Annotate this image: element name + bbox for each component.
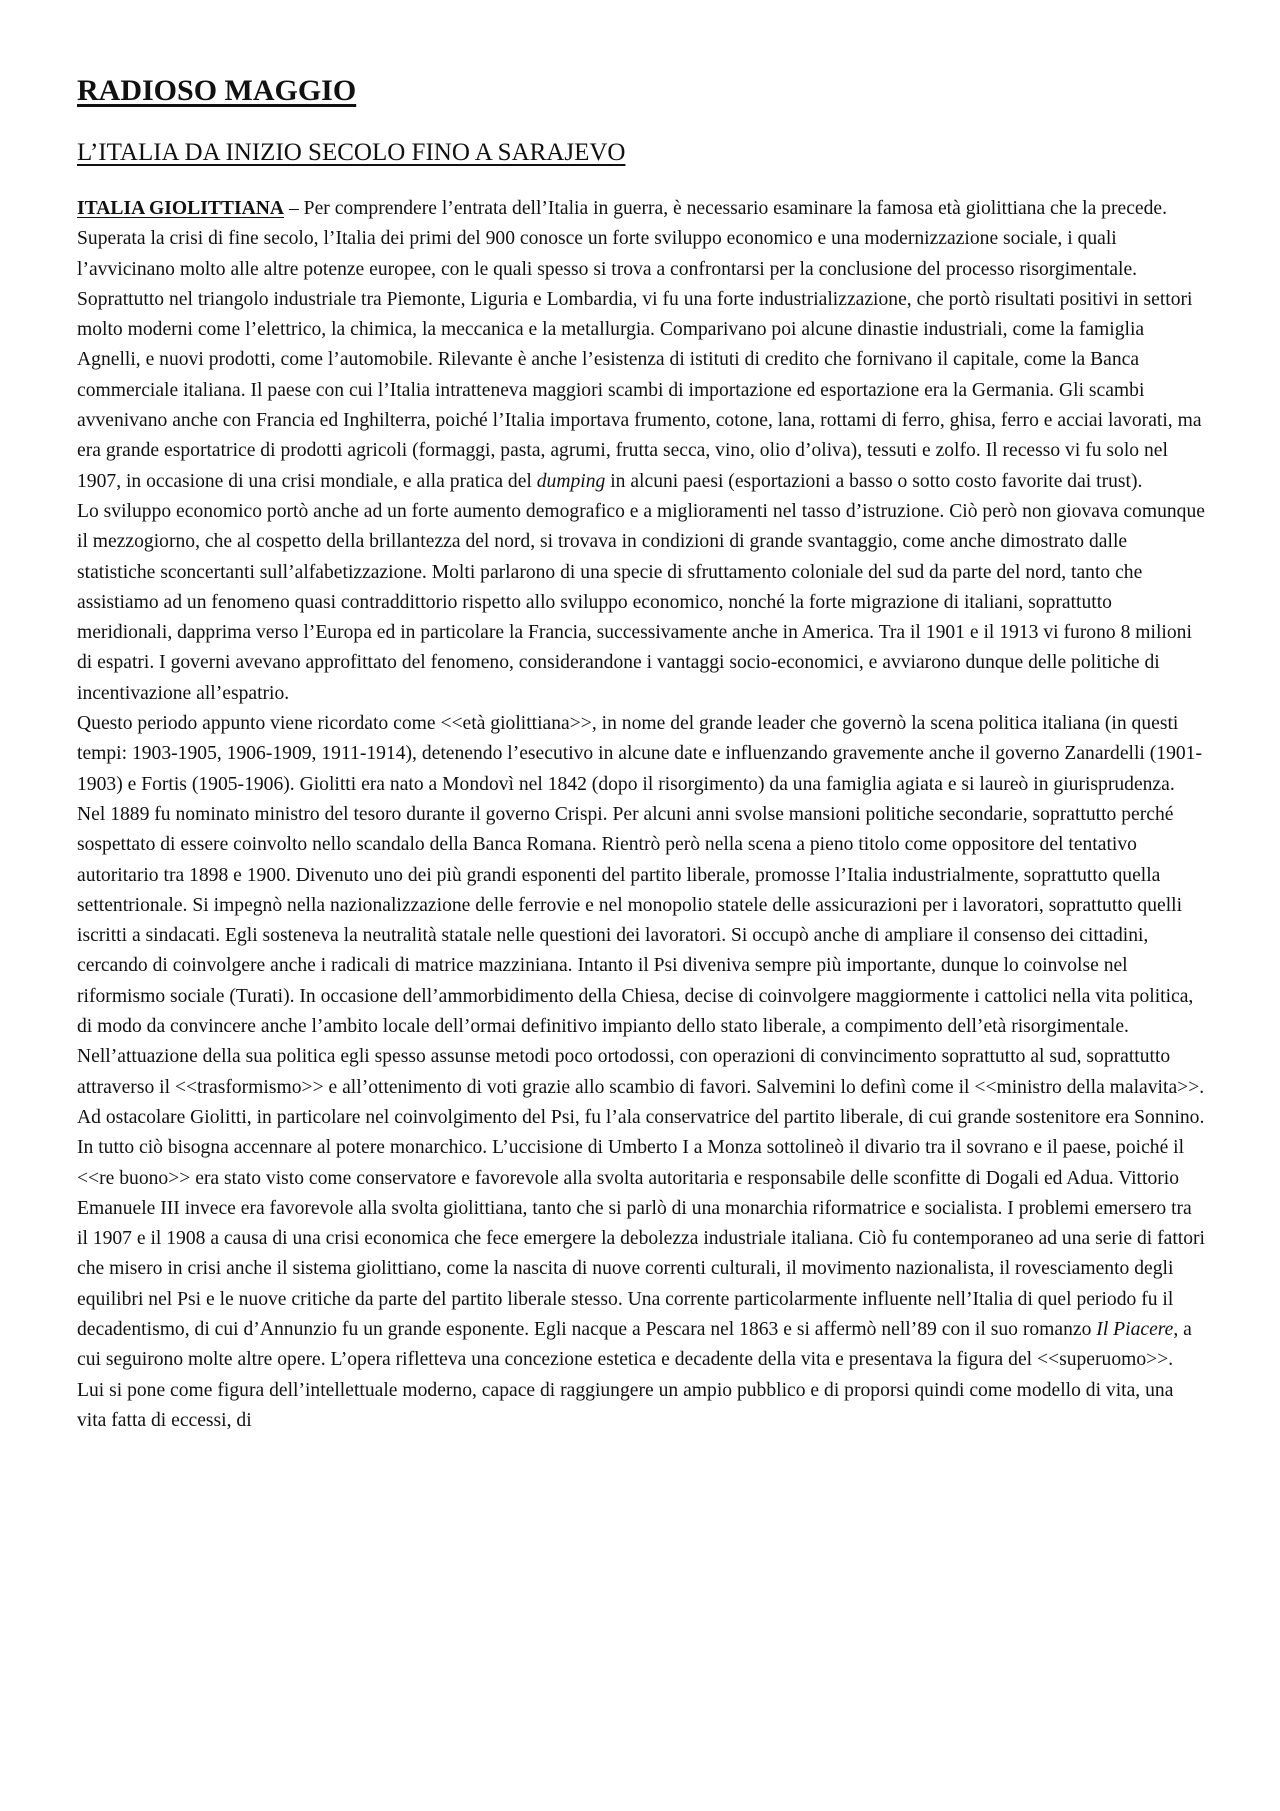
paragraph-1: [77, 194, 1205, 285]
paragraph-4: Questo periodo appunto viene ricordato come <<età giolittiana>>, in nome del grande leader che governò la scena politica italiana (in questi tempi: 1903-1905, 1906-1909, 1911-1914), detenendo l’esecutivo in alcune date e influenzando gravemente anche il governo Zanardelli (1901-1903) e Fortis (1905-1906). Giolitti era nato a Mondovì nel 1842 (dopo il risorgimento) da una famiglia agiata e si laureò in giurisprudenza. Nel 1889 fu nominato ministro del tesoro durante il governo Crispi. Per alcuni anni svolse mansioni politiche secondarie, soprattutto perché sospettato di essere coinvolto nello scandalo della Banca Romana. Rientrò però nella scena a pieno titolo come oppositore del tentativo autoritario tra 1898 e 1900. Divenuto uno dei più grandi esponenti del partito liberale, promosse l’Italia industrialmente, soprattutto quella settentrionale. Si impegnò nella nazionalizzazione delle ferrovie e nel monopolio statele delle assicurazioni per i lavoratori, soprattutto quelli iscritti a sindacati. Egli sosteneva la neutralità statale nelle questioni dei lavoratori. Si occupò anche di ampliare il consenso dei cittadini, cercando di coinvolgere anche i radicali di matrice mazziniana. Intanto il Psi diveniva sempre più importante, dunque lo coinvolse nel riformismo sociale (Turati). In occasione dell’ammorbidimento della Chiesa, decise di coinvolgere maggiormente i cattolici nella vita politica, di modo da convincere anche l’ambito locale dell’ormai definitivo impianto dello stato liberale, a compimento dell’età risorgimentale.: [77, 713, 1203, 1038]
paragraph-5-text-b: , a cui seguirono molte altre opere. L’opera rifletteva una concezione estetica e decadente della vita e presentava la figura del <<superuomo>>. Lui si pone come figura dell’intellettuale moderno, capace di raggiungere un ampio pubblico e di proporsi quindi come modello di vita, una vita fatta di eccessi, di: [77, 1318, 1192, 1431]
paragraph-1-text: – Per comprendere l’entrata dell’Italia in guerra, è necessario esaminare la famosa età giolittiana che la precede. Superata la crisi di fine secolo, l’Italia dei primi del 900 conosce un forte sviluppo economico e una modernizzazione sociale, i quali l’avvicinano molto alle altre potenze europee, con le quali spesso si trova a confrontarsi per la conclusione del processo risorgimentale.: [77, 198, 1167, 280]
page-title: RADIOSO MAGGIO: [77, 74, 357, 107]
paragraph-2-text-b: in alcuni paesi (esportazioni a basso o sotto costo favorite dai trust).: [605, 470, 1143, 492]
paragraph-2: [77, 285, 1205, 497]
paragraph-5-text-a: Nell’attuazione della sua politica egli spesso assunse metodi poco ortodossi, con operazioni di convincimento soprattutto al sud, soprattutto attraverso il <<trasformismo>> e all’ottenimento di voti grazie allo scambio di favori. Salvemini lo definì come il <<ministro della malavita>>. Ad ostacolare Giolitti, in particolare nel coinvolgimento del Psi, fu l’ala conservatrice del partito liberale, di cui grande sostenitore era Sonnino. In tutto ciò bisogna accennare al potere monarchico. L’uccisione di Umberto I a Monza sottolineò il divario tra il sovrano e il paese, poiché il <<re buono>> era stato visto come conservatore e favorevole alla svolta autoritaria e responsabile delle sconfitte di Dogali ed Adua. Vittorio Emanuele III invece era favorevole alla svolta giolittiana, tanto che si parlò di una monarchia riformatrice e socialista. I problemi emersero tra il 1907 e il 1908 a causa di una crisi economica che fece emergere la debolezza industriale italiana. Ciò fu contemporaneo ad una serie di fattori che misero in crisi anche il sistema giolittiano, come la nascita di nuove correnti culturali, il movimento nazionalista, il rovesciamento degli equilibri nel Psi e le nuove critiche da parte del partito liberale stesso. Una corrente particolarmente influente nell’Italia di quel periodo fu il decadentismo, di cui d’Annunzio fu un grande esponente. Egli nacque a Pescara nel 1863 e si affermò nell’89 con il suo romanzo: [77, 1046, 1205, 1340]
paragraph-2-italic-term: dumping: [536, 470, 606, 492]
paragraph-lead-label: ITALIA GIOLITTIANA: [77, 198, 285, 219]
paragraph-5-italic-title: Il Piacere: [1096, 1318, 1174, 1340]
paragraph-2-text-a: Soprattutto nel triangolo industriale tra Piemonte, Liguria e Lombardia, vi fu una forte industrializzazione, che portò risultati positivi in settori molto moderni come l’elettrico, la chimica, la meccanica e la metallurgia. Comparivano poi alcune dinastie industriali, come la famiglia Agnelli, e nuovi prodotti, come l’automobile. Rilevante è anche l’esistenza di istituti di credito che fornivano il capitale, come la Banca commerciale italiana. Il paese con cui l’Italia intratteneva maggiori scambi di importazione ed esportazione era la Germania. Gli scambi avvenivano anche con Francia ed Inghilterra, poiché l’Italia importava frumento, cotone, lana, rottami di ferro, ghisa, ferro e acciai lavorati, ma era grande esportatrice di prodotti agricoli (formaggi, pasta, agrumi, frutta secca, vino, olio d’oliva), tessuti e zolfo. Il recesso vi fu solo nel 1907, in occasione di una crisi mondiale, e alla pratica del: [77, 288, 1202, 492]
section-subtitle: L’ITALIA DA INIZIO SECOLO FINO A SARAJEVO: [77, 139, 626, 166]
paragraph-3: Lo sviluppo economico portò anche ad un forte aumento demografico e a miglioramenti nel tasso d’istruzione. Ciò però non giovava comunque il mezzogiorno, che al cospetto della brillantezza del nord, si trovava in condizioni di grande svantaggio, come anche dimostrato dalle statistiche sconcertanti sull’alfabetizzazione. Molti parlarono di una specie di sfruttamento coloniale del sud da parte del nord, tanto che assistiamo ad un fenomeno quasi contraddittorio rispetto allo sviluppo economico, nonché la forte migrazione di italiani, soprattutto meridionali, dapprima verso l’Europa ed in particolare la Francia, successivamente anche in America. Tra il 1901 e il 1913 vi furono 8 milioni di espatri. I governi avevano approfittato del fenomeno, considerandone i vantaggi socio-economici, e avviarono dunque delle politiche di incentivazione all’espatrio.: [77, 500, 1205, 704]
document-page: [77, 74, 1205, 1436]
paragraph-5: [77, 1042, 1205, 1436]
body-text: [77, 194, 1205, 1436]
